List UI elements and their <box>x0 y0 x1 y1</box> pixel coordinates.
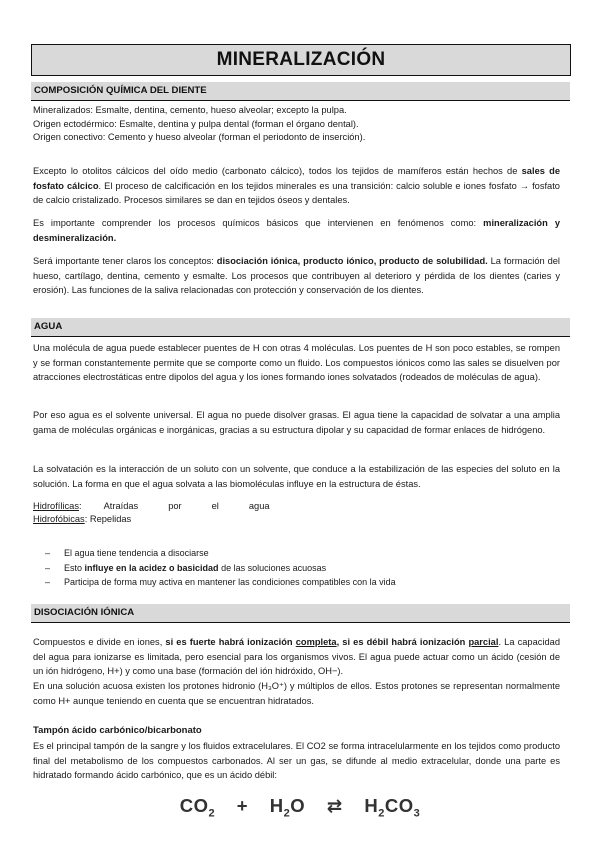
hidrofilicas-word: el <box>211 501 219 511</box>
formula-sub: 2 <box>283 807 291 820</box>
origen-ectodermico-line: Origen ectodérmico: Esmalte, dentina y pulpa dental (forman el órgano dental). <box>33 118 359 129</box>
bullet-text: El agua tiene tendencia a disociarse <box>64 548 209 558</box>
formula-plus: + <box>236 795 249 816</box>
hidrofilicas-word: por <box>168 501 182 511</box>
formula-sub: 3 <box>413 807 421 820</box>
section-header-composicion: COMPOSICIÓN QUÍMICA DEL DIENTE <box>31 82 570 101</box>
formula-sub: 2 <box>208 807 216 820</box>
p2-bold: mineralización y desmineralización. <box>33 218 560 243</box>
origen-conectivo-line: Origen conectivo: Cemento y hueso alveolar (forman el periodonto de inserción). <box>33 132 366 142</box>
bullet-text: Participa de forma muy activa en mantener las condiciones compatibles con la vida <box>64 577 396 587</box>
formula-o: O <box>290 795 306 816</box>
d1-text-a: Compuestos e divide en iones, <box>33 637 166 647</box>
list-item <box>45 546 565 561</box>
p3-text-c: La formación del hueso, cartílago, dentina, cemento y esmalte. Los procesos que contribuyen al deterioro y pérdida de los dientes (caries y erosión). Las funciones de la saliva relacionadas con protección y conservación de los dientes. <box>33 256 560 295</box>
tampon-subheading: Tampón ácido carbónico/bicarbonato <box>33 725 202 736</box>
hidrofobicas-label: Hidrofóbicas <box>33 514 85 524</box>
agua-paragraph-3: La solvatación es la interacción de un soluto con un solvente, que conduce a la estabilización de las especies del soluto en la solución. La forma en que el agua solvata a las biomoléculas influye en la estructura de éstas. <box>33 464 560 489</box>
composicion-paragraph-3 <box>33 254 560 298</box>
disociacion-paragraph-3: Es el principal tampón de la sangre y los fluidos extracelulares. El CO2 se forma intracelularmente en los tejidos como producto final del metabolismo de los compuestos carbonados. Al ser un gas, se difunde al medio extracelular, donde una parte es hidratado formando ácido carbónico, que es un ácido débil: <box>33 741 560 780</box>
section-header-disociacion: DISOCIACIÓN IÓNICA <box>31 604 570 623</box>
agua-paragraph-2: Por eso agua es el solvente universal. El agua no puede disolver grasas. El agua tiene la capacidad de solvatar a una amplia gama de moléculas orgánicas e inorgánicas, gracias a su estructura dipolar y su capacidad de formar enlaces de hidrógeno. <box>33 410 560 435</box>
d1-text-f: . La capacidad del agua para ionizarse es limitada, pero esencial para los organismos vivos. El agua puede actuar como un ácido (cesión de un ión hidrógeno, H+) y como una base (formación del ión hidróxido, OH−). <box>33 637 560 676</box>
p1-text-c: . El proceso de calcificación en los tejidos minerales es una transición: calcio soluble e iones fosfato → fosfato de calcio cristalizado. Procesos similares se dan en tejidos óseos y dentales. <box>33 180 560 205</box>
section-header-agua: AGUA <box>31 318 570 337</box>
p2-text-a: Es importante comprender los procesos químicos básicos que intervienen en fenómenos como: <box>33 218 484 228</box>
composicion-list <box>33 104 560 145</box>
d1-bold: si es fuerte habrá ionización <box>165 637 296 647</box>
page-title: MINERALIZACIÓN <box>31 44 571 76</box>
d1-bold-underline: parcial <box>468 637 499 647</box>
agua-paragraph-1: Una molécula de agua puede establecer puentes de H con otras 4 moléculas. Los puentes de H son poco estables, se rompen y se forman constantemente permite que se comporte como un fluido. Los compuestos iónicos como las sales se disuelven por atracciones electrostáticas entre dipolos del agua y los iones formando iones solvatados (rodeados de moléculas de agua). <box>33 343 560 382</box>
bullet-text: Esto <box>64 562 85 573</box>
formula-co3: CO <box>384 795 414 816</box>
p3-bold: disociación iónica, producto iónico, producto de solubilidad. <box>216 256 488 266</box>
equilibrium-arrow-icon: ⇄ <box>326 795 343 816</box>
hidrofobicas-text: : Repelidas <box>84 514 132 524</box>
list-item <box>45 561 565 576</box>
disociacion-paragraph-1 <box>33 635 560 679</box>
bullet-bold: influye en la acidez o basicidad <box>84 562 219 573</box>
bullet-text: de las soluciones acuosas <box>218 562 327 573</box>
hidrofilicas-label: Hidrofílicas <box>33 501 79 511</box>
disociacion-paragraph-2: En una solución acuosa existen los protones hidronio (H₃O⁺) y múltiplos de ellos. Estos protones se representan normalmente como H+ aunque teniendo en cuenta que se encuentran hidratados. <box>33 681 560 706</box>
hidrofilicas-row <box>33 500 270 513</box>
list-item <box>45 575 565 590</box>
d1-bold-underline: completa <box>295 637 337 647</box>
hidrofilicas-word: Atraídas <box>103 501 139 511</box>
formula-co: CO <box>179 795 209 816</box>
hidrofobicas-row <box>33 513 270 526</box>
formula-h: H <box>269 795 284 816</box>
agua-bullet-list <box>45 546 565 590</box>
chemical-equation <box>0 795 600 820</box>
hidrofilicas-word: agua <box>248 501 270 511</box>
composicion-paragraph-1 <box>33 164 560 208</box>
d1-bold: , si es débil habrá ionización <box>336 637 469 647</box>
hidro-definitions <box>33 500 270 526</box>
p1-bold: sales de fosfato cálcico <box>33 166 560 191</box>
formula-h: H <box>364 795 379 816</box>
p1-text-a: Excepto lo otolitos cálcicos del oído medio (carbonato cálcico), todos los tejidos de mamíferos están hechos de <box>33 166 522 176</box>
composicion-paragraph-2 <box>33 216 560 245</box>
mineralizados-line: Mineralizados: Esmalte, dentina, cemento, hueso alveolar; excepto la pulpa. <box>33 105 347 115</box>
p3-text-a: Será importante tener claros los conceptos: <box>33 256 217 266</box>
hidrofilicas-colon: : <box>78 501 82 511</box>
formula-sub: 2 <box>378 807 385 820</box>
